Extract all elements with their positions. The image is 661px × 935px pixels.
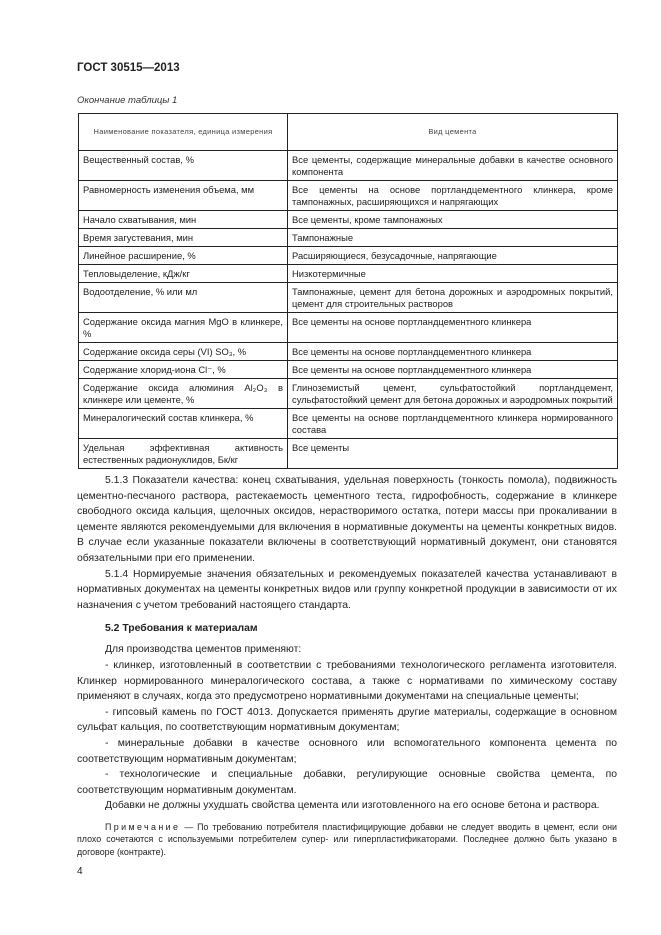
column-header-cement-type: Вид цемента bbox=[288, 114, 618, 151]
document-body bbox=[77, 473, 617, 858]
indicator-cell: Содержание оксида алюминия Al₂O₃ в клинкере или цементе, % bbox=[79, 379, 288, 409]
table-row bbox=[79, 361, 618, 379]
note bbox=[77, 821, 617, 859]
cement-type-cell: Все цементы bbox=[288, 439, 618, 469]
paragraph-5-1-3: 5.1.3 Показатели качества: конец схватывания, удельная поверхность (тонкость помола), подвижность цементно-песчаного раствора, растекаемость цементного теста, гидрофобность, содержание в клинкере свободного оксида кальция, щелочных оксидов, нерастворимого остатка, потери массы при прокаливании в цементе являются рекомендуемыми для включения в нормативные документы на цементы конкретных видов. В случае если указанные показатели включены в соответствующий нормативный документ, они становятся обязательными при его применении. bbox=[77, 475, 617, 564]
cement-type-cell: Все цементы на основе портландцементного клинкера нормированного состава bbox=[288, 409, 618, 439]
cement-indicators-table bbox=[78, 113, 618, 469]
indicator-cell: Удельная эффективная активность естественных радионуклидов, Бк/кг bbox=[79, 439, 288, 469]
table-row bbox=[79, 313, 618, 343]
indicator-cell: Тепловыделение, кДж/кг bbox=[79, 265, 288, 283]
indicator-cell: Равномерность изменения объема, мм bbox=[79, 181, 288, 211]
list-item: - гипсовый камень по ГОСТ 4013. Допускается применять другие материалы, содержащие в основном сульфат кальция, по соответствующим нормативным документам; bbox=[77, 706, 617, 734]
indicator-cell: Содержание оксида магния MgO в клинкере, % bbox=[79, 313, 288, 343]
section-heading-5-2: 5.2 Требования к материалам bbox=[105, 623, 258, 635]
indicator-cell: Содержание оксида серы (VI) SO₃, % bbox=[79, 343, 288, 361]
table-row bbox=[79, 181, 618, 211]
table-row bbox=[79, 283, 618, 313]
cement-type-cell: Все цементы на основе портландцементного клинкера bbox=[288, 343, 618, 361]
table-row bbox=[79, 409, 618, 439]
cement-type-cell: Низкотермичные bbox=[288, 265, 618, 283]
cement-type-cell: Все цементы, кроме тампонажных bbox=[288, 211, 618, 229]
cement-type-cell: Все цементы на основе портландцементного клинкера bbox=[288, 313, 618, 343]
paragraph-intro: Для производства цементов применяют: bbox=[105, 644, 302, 656]
cement-type-cell: Все цементы, содержащие минеральные добавки в качестве основного компонента bbox=[288, 151, 618, 181]
table-caption: Окончание таблицы 1 bbox=[77, 95, 178, 106]
table-row bbox=[79, 379, 618, 409]
paragraph-additives: Добавки не должны ухудшать свойства цемента или изготовленного на его основе бетона и раствора. bbox=[105, 800, 600, 812]
paragraph-5-1-4: 5.1.4 Нормируемые значения обязательных и рекомендуемых показателей качества устанавливают в нормативных документах на цементы конкретных видов или группу конкретной продукции в зависимости от их назначения с учетом требований настоящего стандарта. bbox=[77, 568, 617, 611]
table-row bbox=[79, 439, 618, 469]
cement-type-cell: Тампонажные bbox=[288, 229, 618, 247]
table-row bbox=[79, 229, 618, 247]
indicator-cell: Содержание хлорид-иона Cl⁻, % bbox=[79, 361, 288, 379]
table-row bbox=[79, 343, 618, 361]
indicator-cell: Вещественный состав, % bbox=[79, 151, 288, 181]
indicator-cell: Время загустевания, мин bbox=[79, 229, 288, 247]
cement-type-cell: Все цементы на основе портландцементного клинкера bbox=[288, 361, 618, 379]
cement-type-cell: Все цементы на основе портландцементного клинкера, кроме тампонажных, расширяющихся и напрягающих bbox=[288, 181, 618, 211]
table-header-row bbox=[79, 114, 618, 151]
list-item: - минеральные добавки в качестве основного или вспомогательного компонента цемента по соответствующим нормативным документам; bbox=[77, 737, 617, 765]
table-row bbox=[79, 247, 618, 265]
indicator-cell: Начало схватывания, мин bbox=[79, 211, 288, 229]
cement-type-cell: Глиноземистый цемент, сульфатостойкий портландцемент, сульфатостойкий цемент для бетона дорожных и аэродромных покрытий bbox=[288, 379, 618, 409]
page-number: 4 bbox=[77, 866, 83, 878]
indicator-cell: Водоотделение, % или мл bbox=[79, 283, 288, 313]
table-row bbox=[79, 211, 618, 229]
indicator-cell: Минералогический состав клинкера, % bbox=[79, 409, 288, 439]
indicator-cell: Линейное расширение, % bbox=[79, 247, 288, 265]
column-header-indicator: Наименование показателя, единица измерения bbox=[79, 114, 288, 151]
note-label: Примечание bbox=[105, 821, 181, 832]
cement-type-cell: Тампонажные, цемент для бетона дорожных и аэродромных покрытий, цемент для строительных растворов bbox=[288, 283, 618, 313]
document-title: ГОСТ 30515—2013 bbox=[77, 62, 180, 74]
list-item: - клинкер, изготовленный в соответствии с требованиями технологического регламента изготовителя. Клинкер нормированного минералогического состава, а также с нормативами по химическому составу применяют в случаях, когда это предусмотрено нормативными документами на специальные цементы; bbox=[77, 659, 617, 703]
list-item: - технологические и специальные добавки, регулирующие основные свойства цемента, по соответствующим нормативным документам. bbox=[77, 769, 617, 796]
note-text: — По требованию потребителя пластифицирующие добавки не следует вводить в цемент, если они плохо сочетаются с используемыми потребителем супер- или гиперпластификаторами. Последнее должно быть указано в договоре (контракте). bbox=[77, 821, 617, 857]
table-row bbox=[79, 265, 618, 283]
cement-type-cell: Расширяющиеся, безусадочные, напрягающие bbox=[288, 247, 618, 265]
table-row bbox=[79, 151, 618, 181]
